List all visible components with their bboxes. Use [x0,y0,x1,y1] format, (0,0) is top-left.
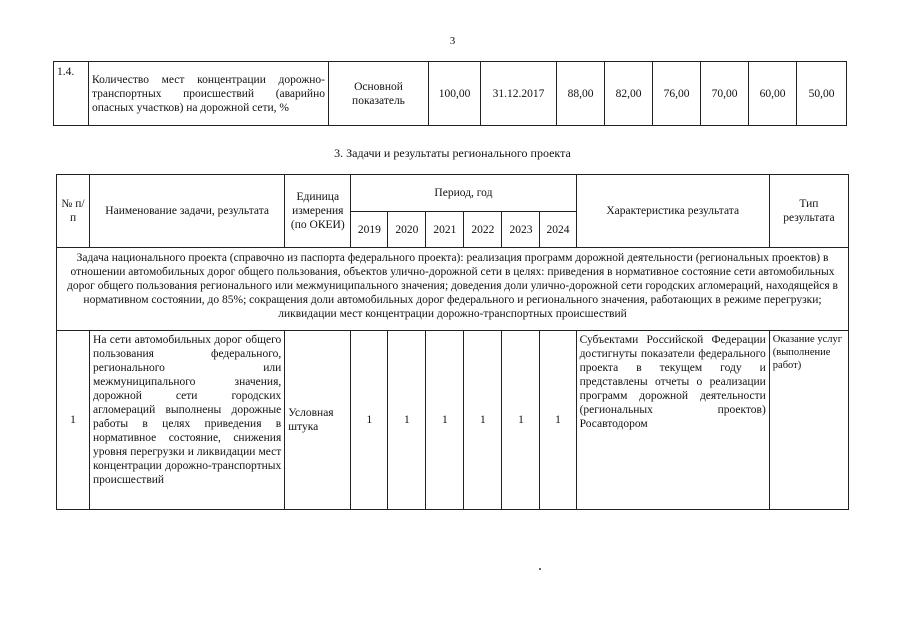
indicator-name: Количество мест концентрации дорожно-транспортных происшествий (аварийно опасных участков) на дорожной сети, % [89,62,329,126]
header-year: 2024 [540,212,576,248]
result-value: 1 [426,331,464,510]
header-year: 2019 [351,212,388,248]
indicator-value: 82,00 [605,62,653,126]
indicator-type: Основной показатель [329,62,429,126]
result-value: 1 [388,331,426,510]
result-type: Оказание услуг (выполнение работ) [769,331,848,510]
task-row [57,248,849,331]
header-year: 2020 [388,212,426,248]
indicator-row [54,62,847,126]
section-title: 3. Задачи и результаты регионального проекта [334,146,571,160]
result-characteristic: Субъектами Российской Федерации достигнуты показатели федерального проекта в текущем году и представлены отчеты о реализации программ дорожной деятельности (региональных проектов) Росавтодором [576,331,769,510]
result-value: 1 [464,331,502,510]
result-value: 1 [351,331,388,510]
page-number: 3 [449,35,456,47]
header-year: 2021 [426,212,464,248]
indicator-value: 50,00 [797,62,847,126]
indicator-value: 70,00 [701,62,749,126]
header-num: № п/п [57,175,90,248]
indicator-value: 60,00 [749,62,797,126]
header-characteristic: Характеристика результата [576,175,769,248]
indicator-number: 1.4. [54,62,89,126]
header-year: 2023 [502,212,540,248]
result-name: На сети автомобильных дорог общего пользования федерального, регионального или межмуниципального значения, дорожной сети городских агломераций выполнены дорожные работы в целях приведения в нормативное состояние, снижения уровня перегрузки и ликвидации мест концентрации дорожно-транспортных происшествий [90,331,285,510]
header-year: 2022 [464,212,502,248]
header-unit: Единица измерения (по ОКЕИ) [285,175,351,248]
indicator-base-date: 31.12.2017 [481,62,557,126]
header-type: Тип результата [769,175,848,248]
national-task-text: Задача национального проекта (справочно из паспорта федерального проекта): реализация программ дорожной деятельности (региональных проектов) в отношении автомобильных дорог общего пользования, объектов улично-дорожной сети в целях: приведения в нормативное состояние сети автомобильных дорог общего пользования регионального или межмуниципального значения; доведения доли улично-дорожной сети городских агломераций, находящейся в нормативном состоянии, до 85%; сокращения доли автомобильных дорог федерального и регионального значения, работающих в режиме перегрузки; ликвидации мест концентрации дорожно-транспортных происшествий [57,248,849,331]
header-name: Наименование задачи, результата [90,175,285,248]
indicator-value: 76,00 [653,62,701,126]
result-row [57,331,849,510]
indicator-base-value: 100,00 [429,62,481,126]
result-value: 1 [540,331,576,510]
indicator-value: 88,00 [557,62,605,126]
header-row [57,175,849,212]
scan-speck [539,568,541,570]
result-unit: Условная штука [285,331,351,510]
header-period: Период, год [351,175,576,212]
result-number: 1 [57,331,90,510]
indicator-table [53,61,847,126]
result-value: 1 [502,331,540,510]
tasks-table [56,174,849,510]
